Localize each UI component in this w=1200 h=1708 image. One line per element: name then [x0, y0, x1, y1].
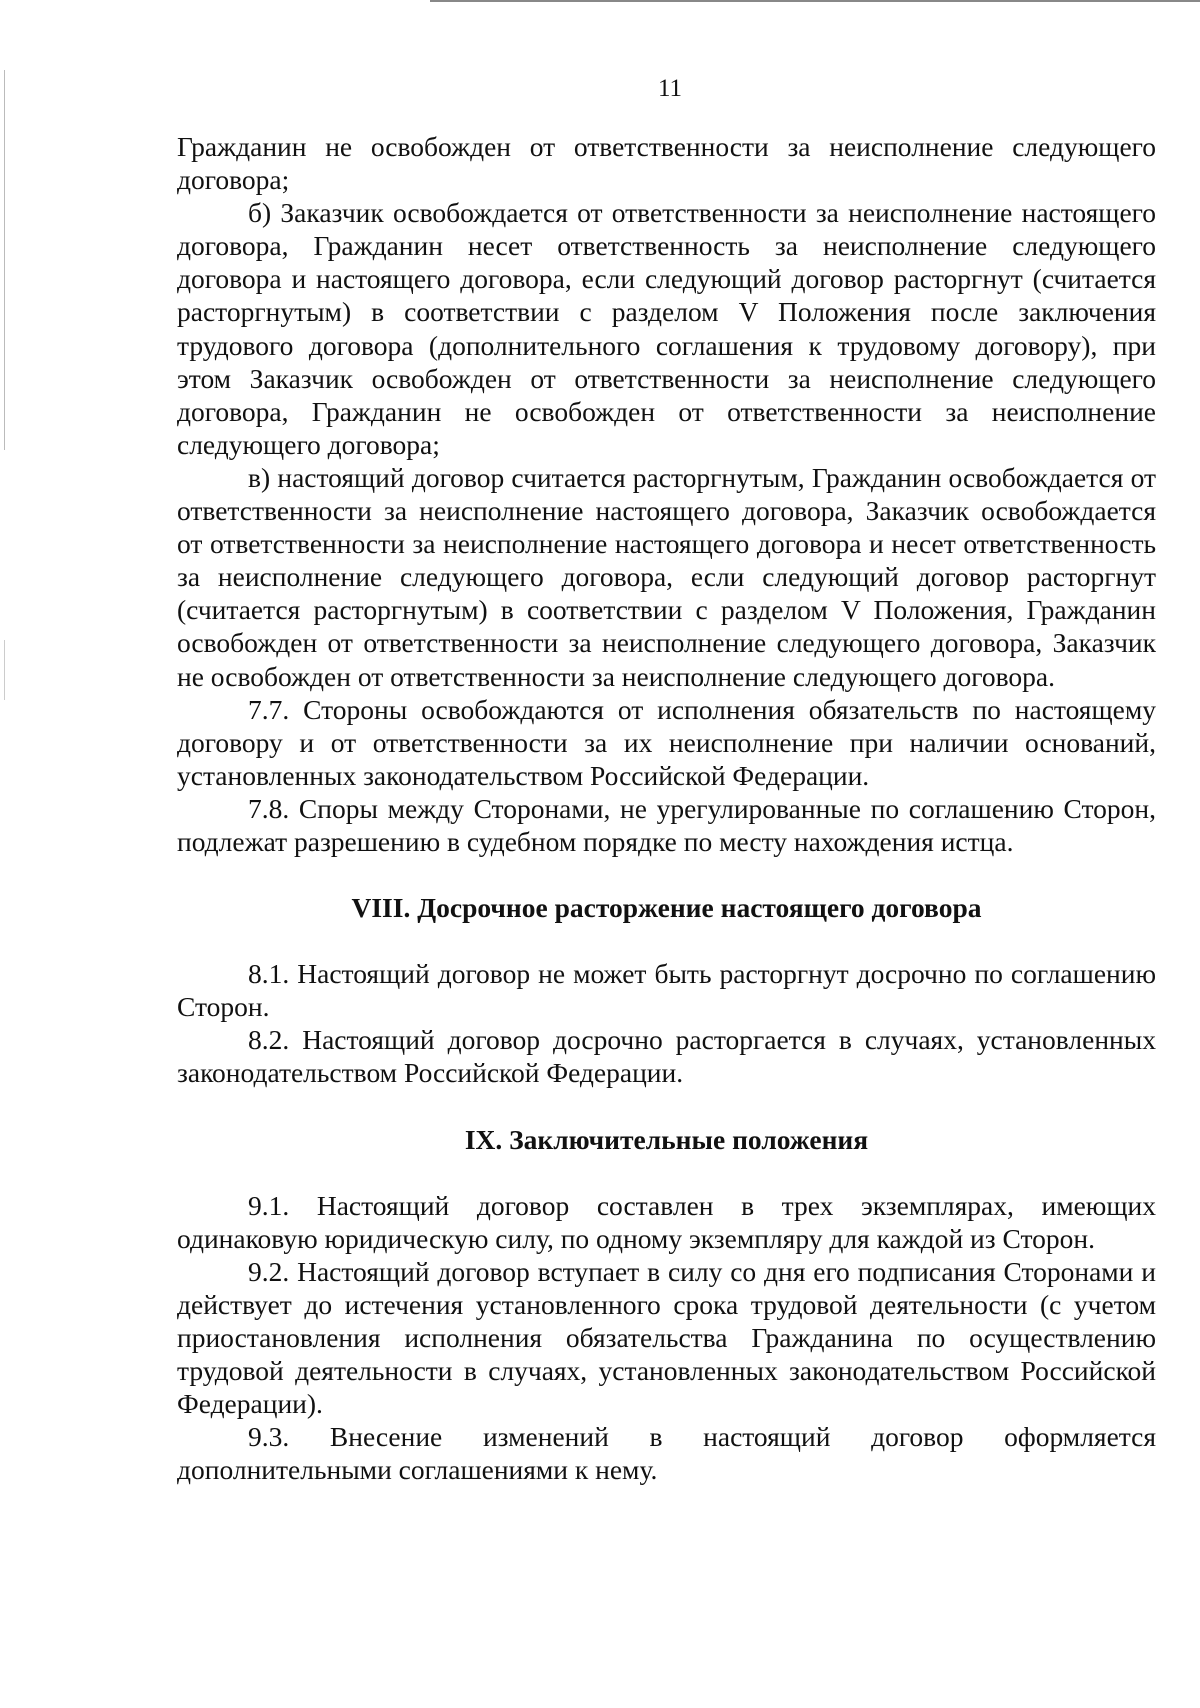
- paragraph-item-v: в) настоящий договор считается расторгнутым, Гражданин освобождается от ответственности за неисполнение настоящего договора, Заказчик освобождается от ответственности за неисполнение настоящего договора и несет ответственность за неисполнение следующего договора, если следующий договор расторгнут (считается расторгнутым) в соответствии с разделом V Положения, Гражданин освобожден от ответственности за неисполнение следующего договора, Заказчик не освобожден от ответственности за неисполнение следующего договора.: [177, 461, 1156, 692]
- paragraph-7-8: 7.8. Споры между Сторонами, не урегулированные по соглашению Сторон, подлежат разрешению в судебном порядке по месту нахождения истца.: [177, 792, 1156, 857]
- paragraph-8-1: 8.1. Настоящий договор не может быть расторгнут досрочно по соглашению Сторон.: [177, 958, 1156, 1023]
- paragraph-continuation: Гражданин не освобожден от ответственности за неисполнение следующего договора;: [177, 131, 1156, 196]
- paragraph-8-2: 8.2. Настоящий договор досрочно расторгается в случаях, установленных законодательством Российской Федерации.: [177, 1024, 1156, 1089]
- scan-artifact-left-edge: [4, 70, 5, 450]
- paragraph-9-3: 9.3. Внесение изменений в настоящий договор оформляется дополнительными соглашениями к нему.: [177, 1421, 1156, 1486]
- section-8-heading: VIII. Досрочное расторжение настоящего договора: [351, 892, 982, 924]
- paragraph-item-b: б) Заказчик освобождается от ответственности за неисполнение настоящего договора, Гражданин несет ответственность за неисполнение следующего договора и настоящего договора, если следующий договор расторгнут (считается расторгнутым) в соответствии с разделом V Положения после заключения трудового договора (дополнительного соглашения к трудовому договору), при этом Заказчик освобожден от ответственности за неисполнение следующего договора, Гражданин не освобожден от ответственности за неисполнение следующего договора;: [177, 197, 1156, 460]
- paragraph-7-7: 7.7. Стороны освобождаются от исполнения обязательств по настоящему договору и от ответственности за их неисполнение при наличии оснований, установленных законодательством Российской Федерации.: [177, 693, 1156, 791]
- scan-artifact-left-edge-lower: [4, 640, 5, 700]
- paragraph-9-1: 9.1. Настоящий договор составлен в трех экземплярах, имеющих одинаковую юридическую силу, по одному экземпляру для каждой из Сторон.: [177, 1189, 1156, 1254]
- page-number: 11: [657, 75, 683, 102]
- paragraph-9-2: 9.2. Настоящий договор вступает в силу со дня его подписания Сторонами и действует до истечения установленного срока трудовой деятельности (с учетом приостановления исполнения обязательства Гражданина по осуществлению трудовой деятельности в случаях, установленных законодательством Российской Федерации).: [177, 1255, 1156, 1420]
- section-9-heading: IX. Заключительные положения: [464, 1123, 869, 1155]
- scan-artifact-top: [430, 0, 1200, 2]
- document-body: [177, 130, 1156, 1486]
